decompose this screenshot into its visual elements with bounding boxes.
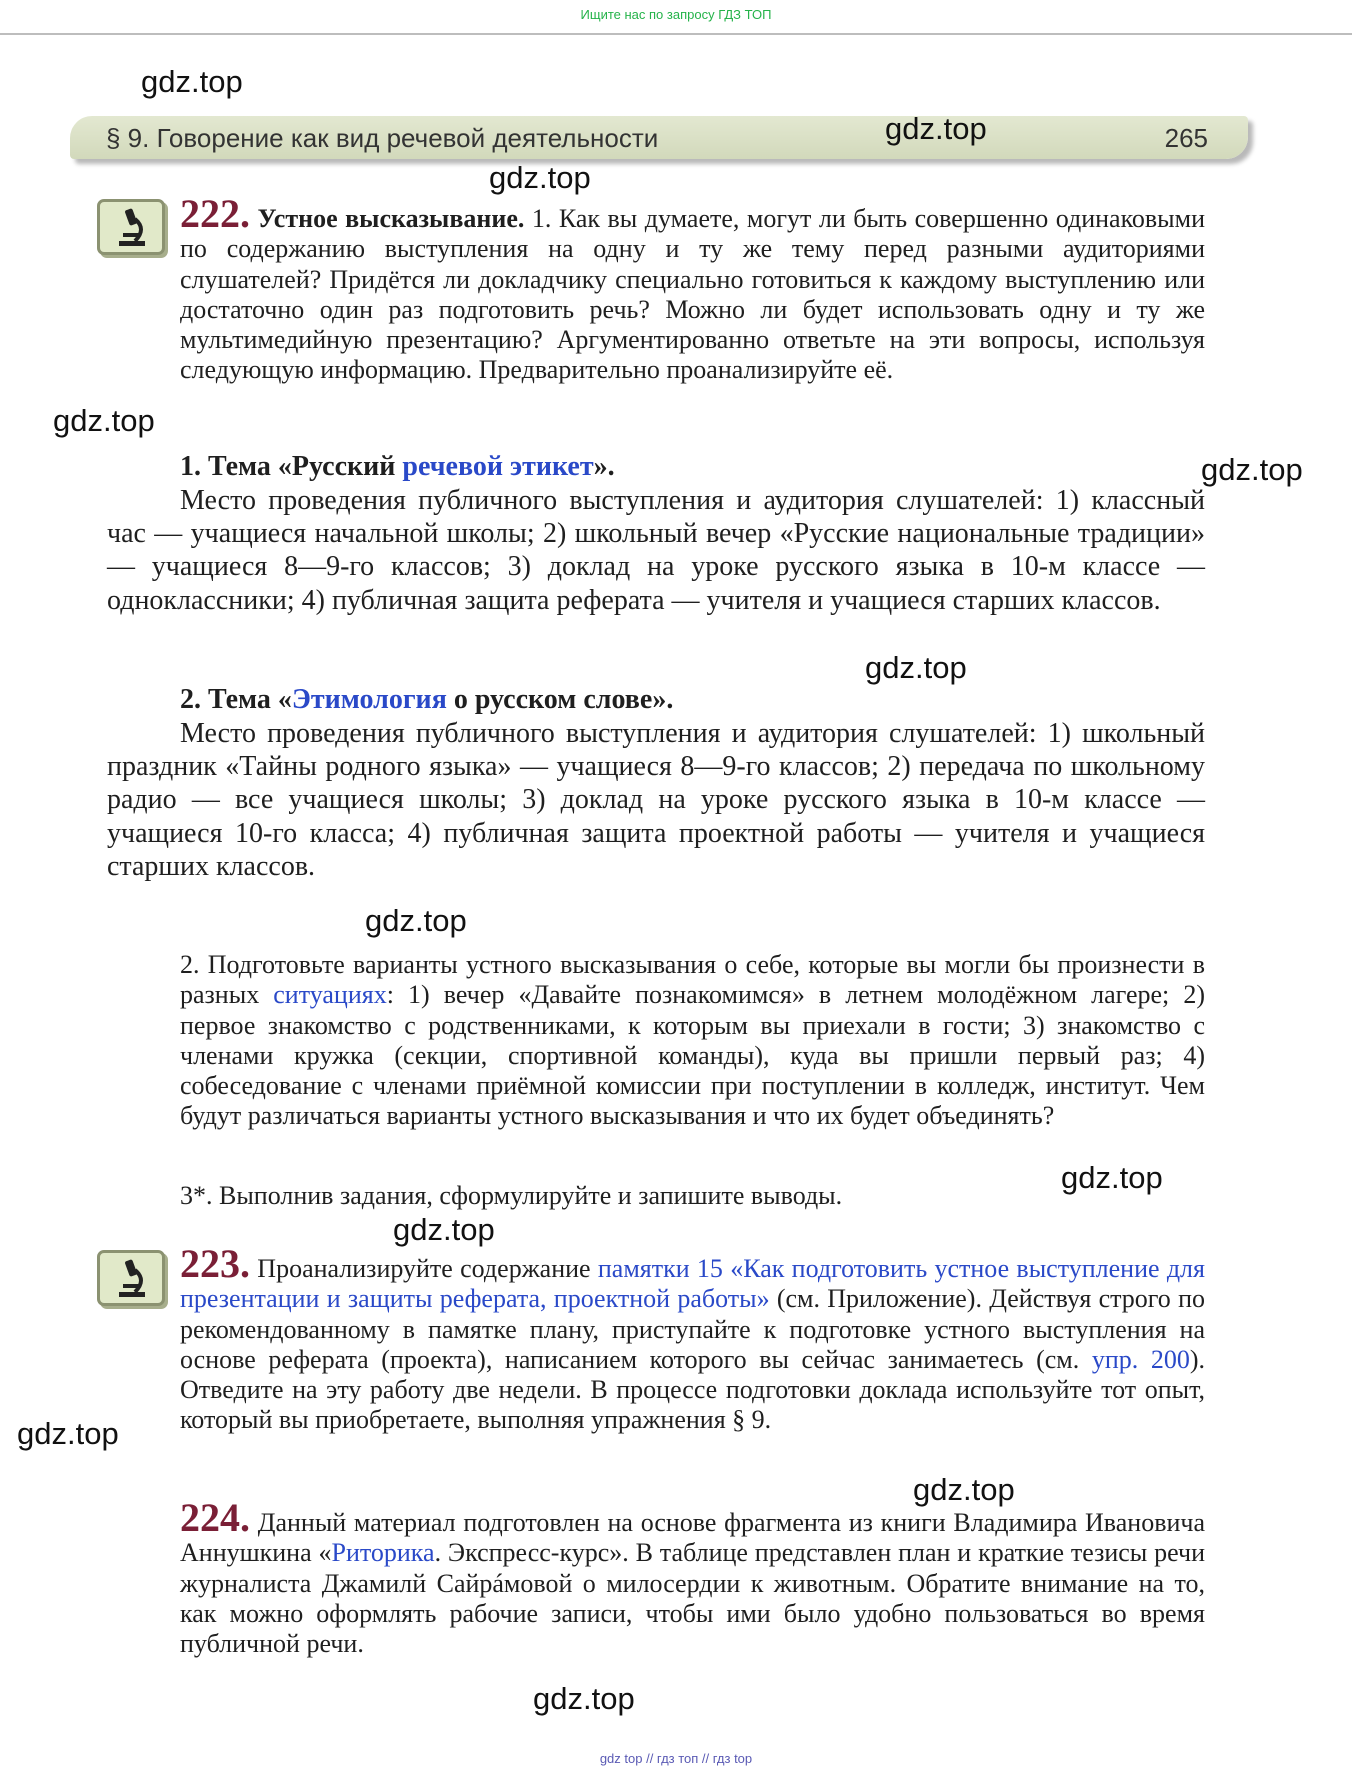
theme-1-prefix: 1. Тема «Русский bbox=[180, 451, 403, 482]
link-upr-200[interactable]: упр. 200 bbox=[1091, 1344, 1190, 1374]
theme-1-heading bbox=[180, 450, 1205, 483]
exercise-223 bbox=[180, 1241, 1205, 1436]
ex223-before: Проанализируйте содержание bbox=[250, 1254, 598, 1283]
exercise-number: 222. bbox=[180, 191, 250, 236]
task-3-text: 3*. Выполнив задания, сформулируйте и запишите выводы. bbox=[180, 1181, 843, 1210]
watermark: gdz.top bbox=[17, 1416, 119, 1451]
task-2-before: 2. Подготовьте варианты устного высказывания о себе, которые вы могли бы произнести в разных bbox=[180, 950, 1205, 1010]
link-pamyatka-15[interactable]: памятки 15 «Как подготовить устное выступление для презентации и защиты реферата, проектной работы» bbox=[180, 1254, 1205, 1314]
watermark: gdz.top bbox=[141, 64, 243, 99]
theme-1-suffix: ». bbox=[593, 451, 615, 482]
theme-2-suffix: о русском слове». bbox=[446, 684, 674, 715]
theme-2-prefix: 2. Тема « bbox=[180, 684, 292, 715]
watermark: gdz.top bbox=[365, 903, 467, 938]
task-1-text: 1. Как вы думаете, могут ли быть совершенно одинаковыми по содержанию выступления на одну и ту же тему перед разными аудиториями слушателей? Придётся ли докладчику специально готовиться к каждому выступлению или достаточно один раз подготовить речь? Можно ли будет использовать одну и ту же мультимедийную презентацию? Аргументированно ответьте на эти вопросы, используя следующую информацию. Предварительно проанализируйте её. bbox=[180, 204, 1205, 385]
ex223-after: ). Отведите на эту работу две недели. В процессе подготовки доклада используйте тот опыт, который вы приобретаете, выполняя упражнения § 9. bbox=[180, 1344, 1205, 1435]
theme-1-text: Место проведения публичного выступления и аудитория слушателей: 1) классный час — учащиеся начальной школы; 2) школьный вечер «Русские национальные традиции» — учащиеся 8—9-го классов; 3) доклад на уроке русского языка в 10-м классе — одноклассники; 4) публичная защита реферата — учителя и учащиеся старших классов. bbox=[107, 485, 1205, 616]
page-number: 265 bbox=[1164, 123, 1208, 153]
theme-2-text: Место проведения публичного выступления и аудитория слушателей: 1) школьный праздник «Тайны родного языка» — учащиеся 8—9-го классов; 2) передача по школьному радио — все учащиеся школы; 3) доклад на уроке русского языка в 10-м классе — учащиеся 10-го класса; 4) публичная защита проектной работы — учителя и учащиеся старших классов. bbox=[107, 718, 1205, 882]
watermark: gdz.top bbox=[1061, 1160, 1163, 1195]
watermark: gdz.top bbox=[393, 1212, 495, 1247]
watermark: gdz.top bbox=[865, 650, 967, 685]
ex223-mid: (см. Приложение). Действуя строго по рекомендованному в памятке плану, приступайте к подготовке устного выступления на основе реферата (проекта), написанием которого вы сейчас занимаетесь (см. bbox=[180, 1284, 1205, 1374]
top-bar bbox=[0, 0, 1352, 35]
exercise-224 bbox=[180, 1495, 1206, 1659]
watermark: gdz.top bbox=[885, 111, 987, 146]
task-2-text bbox=[180, 950, 1205, 1132]
footer-links[interactable]: gdz top // гдз топ // гдз top bbox=[599, 1751, 753, 1766]
link-situatsii[interactable]: ситуациях bbox=[273, 980, 387, 1010]
top-bar-text: Ищите нас по запросу ГДЗ ТОП bbox=[580, 7, 772, 22]
exercise-title: Устное высказывание. bbox=[257, 204, 525, 233]
task-2-after: : 1) вечер «Давайте познакомимся» в летнем молодёжном лагере; 2) первое знакомство с родственниками, к которым вы приехали в гости; 3) знакомство с членами кружка (секции, спортивной команды), куда вы пришли первый раз; 4) собеседование с членами приёмной комиссии при поступлении в колледж, институт. Чем будут различаться варианты устного высказывания и что их будет объединять? bbox=[180, 980, 1205, 1131]
watermark: gdz.top bbox=[533, 1681, 635, 1716]
watermark: gdz.top bbox=[913, 1472, 1015, 1507]
watermark: gdz.top bbox=[1201, 452, 1303, 487]
microscope-icon bbox=[97, 1250, 165, 1306]
exercise-222-intro bbox=[180, 191, 1205, 386]
section-title: § 9. Говорение как вид речевой деятельности bbox=[106, 123, 659, 153]
link-etimologiya[interactable]: Этимология bbox=[291, 684, 447, 715]
link-ritorika[interactable]: Риторика bbox=[331, 1538, 435, 1568]
watermark: gdz.top bbox=[489, 160, 591, 195]
theme-2-heading bbox=[180, 683, 1205, 716]
ex224-before: Данный материал подготовлен на основе фрагмента из книги Владимира Ивановича Аннушкина « bbox=[180, 1508, 1205, 1568]
ex224-after: . Экспресс-курс». В таблице представлен план и краткие тезисы речи журналиста Джамилй Сайрáмовой о милосердии к животным. Обратите внимание на то, как можно оформлять рабочие записи, чтобы ими было удобно пользоваться во время публичной речи. bbox=[180, 1538, 1206, 1659]
watermark: gdz.top bbox=[53, 403, 155, 438]
exercise-number: 223. bbox=[180, 1241, 250, 1286]
section-header bbox=[70, 116, 1248, 159]
link-rechevoy-etiket[interactable]: речевой этикет bbox=[402, 451, 594, 482]
microscope-icon bbox=[97, 199, 165, 255]
exercise-number: 224. bbox=[180, 1495, 250, 1540]
